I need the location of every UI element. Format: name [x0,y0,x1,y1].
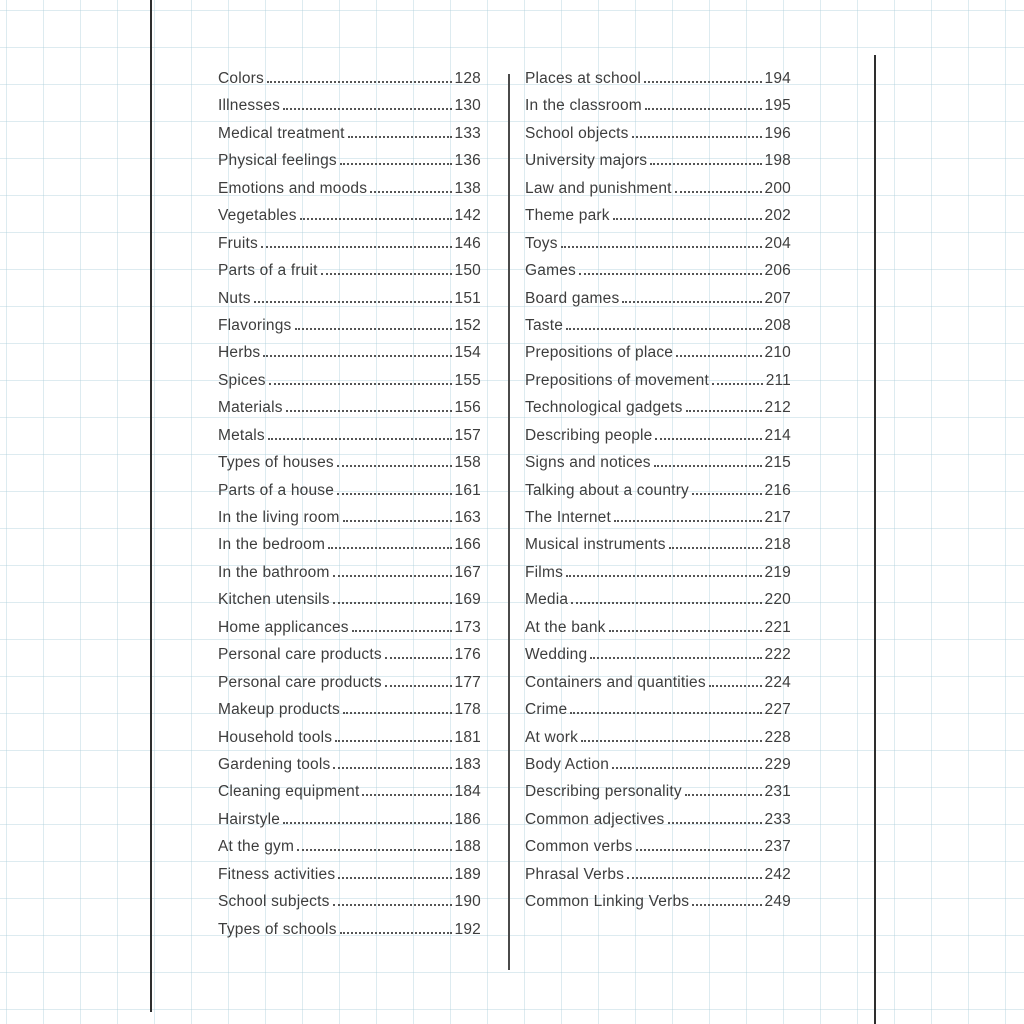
toc-entry [525,674,791,701]
entry-page-number: 166 [454,536,481,554]
entry-page-number: 169 [454,591,481,609]
entry-page-number: 224 [764,673,791,691]
toc-entry [525,207,791,234]
toc-entry [525,152,791,179]
entry-label: Taste [525,316,564,334]
entry-label: Medical treatment [218,124,345,142]
page-edge-left-line [150,0,152,1012]
entry-page-number: 200 [764,179,791,197]
dot-leader [566,328,761,330]
toc-entry [525,783,791,810]
entry-page-number: 204 [764,234,791,252]
entry-page-number: 215 [764,454,791,472]
entry-label: Materials [218,399,283,417]
dot-leader [692,904,761,906]
dot-leader [581,740,761,742]
toc-entry [525,317,791,344]
entry-label: Prepositions of place [525,344,674,362]
toc-entry [218,152,481,179]
entry-label: Personal care products [218,673,382,691]
dot-leader [348,136,452,138]
entry-label: In the bedroom [218,536,326,554]
dot-leader [297,849,451,851]
entry-page-number: 222 [764,646,791,664]
entry-label: Films [525,563,564,581]
toc-entry [218,701,481,728]
toc-entry [525,564,791,591]
toc-entry [525,591,791,618]
entry-page-number: 214 [764,426,791,444]
entry-page-number: 167 [454,563,481,581]
dot-leader [632,136,762,138]
toc-entry [218,399,481,426]
entry-page-number: 146 [454,234,481,252]
dot-leader [566,575,762,577]
toc-entry [218,454,481,481]
entry-label: Nuts [218,289,251,307]
dot-leader [269,383,452,385]
toc-entry [525,290,791,317]
entry-label: Common adjectives [525,810,665,828]
dot-leader [267,81,452,83]
entry-page-number: 152 [454,316,481,334]
dot-leader [676,355,761,357]
entry-page-number: 242 [764,865,791,883]
dot-leader [654,465,762,467]
toc-entry [218,619,481,646]
dot-leader [709,685,762,687]
entry-page-number: 211 [765,371,791,389]
toc-entry [218,536,481,563]
dot-leader [300,218,452,220]
entry-label: The Internet [525,509,611,526]
toc-entry [525,235,791,262]
entry-label: Prepositions of movement [525,371,709,389]
entry-label: Crime [525,701,568,719]
dot-leader [614,520,762,522]
entry-page-number: 128 [454,70,481,87]
toc-entry [525,70,791,97]
toc-entry [218,290,481,317]
dot-leader [686,410,762,412]
dot-leader [650,163,761,165]
dot-leader [337,493,451,495]
dot-leader [613,218,762,220]
entry-page-number: 231 [764,783,791,801]
dot-leader [609,630,762,632]
entry-page-number: 156 [454,399,481,417]
entry-page-number: 218 [764,536,791,554]
entry-page-number: 227 [764,701,791,719]
entry-label: At the bank [525,618,606,636]
entry-label: Home applicances [218,618,349,636]
dot-leader [335,740,451,742]
entry-page-number: 178 [454,701,481,719]
dot-leader [655,438,761,440]
toc-entry [218,509,481,536]
entry-page-number: 133 [454,124,481,142]
entry-page-number: 177 [454,673,481,691]
dot-leader [352,630,452,632]
entry-label: Herbs [218,344,261,362]
toc-entry [218,97,481,124]
entry-page-number: 186 [454,810,481,828]
toc-entry [218,921,481,948]
entry-page-number: 237 [764,838,791,856]
entry-label: Games [525,262,576,280]
toc-entry [218,729,481,756]
entry-page-number: 163 [454,509,481,526]
entry-page-number: 229 [764,755,791,773]
entry-label: Spices [218,371,266,389]
dot-leader [328,547,451,549]
entry-label: Hairstyle [218,810,281,828]
entry-label: Vegetables [218,207,297,225]
toc-entry [525,536,791,563]
toc-entry [525,756,791,783]
entry-label: Personal care products [218,646,382,664]
dot-leader [340,163,452,165]
entry-label: Parts of a fruit [218,262,318,280]
toc-entry [525,344,791,371]
dot-leader [362,794,451,796]
toc-entry [218,180,481,207]
toc-entry [525,646,791,673]
toc-entry [525,372,791,399]
dot-leader [333,767,451,769]
toc-entry [218,317,481,344]
toc-entry [525,729,791,756]
column-divider-line [508,74,510,970]
entry-label: Talking about a country [525,481,690,499]
entry-page-number: 249 [764,893,791,911]
toc-entry [525,893,791,920]
entry-page-number: 154 [454,344,481,362]
entry-page-number: 194 [764,70,791,87]
entry-label: Places at school [525,70,642,87]
toc-entry [218,893,481,920]
entry-label: Common verbs [525,838,633,856]
entry-page-number: 161 [454,481,481,499]
dot-leader [645,108,762,110]
dot-leader [254,301,452,303]
entry-page-number: 219 [764,563,791,581]
entry-label: Colors [218,70,264,87]
entry-page-number: 183 [454,755,481,773]
toc-entry [525,180,791,207]
entry-label: Common Linking Verbs [525,893,690,911]
dot-leader [571,602,761,604]
entry-page-number: 206 [764,262,791,280]
entry-page-number: 207 [764,289,791,307]
entry-label: Emotions and moods [218,179,368,197]
entry-page-number: 155 [454,371,481,389]
toc-entry [525,482,791,509]
entry-page-number: 136 [454,152,481,170]
toc-entry [218,811,481,838]
entry-page-number: 196 [764,124,791,142]
entry-page-number: 181 [454,728,481,746]
entry-page-number: 184 [454,783,481,801]
toc-entry [525,509,791,536]
toc-entry [525,427,791,454]
entry-page-number: 189 [454,865,481,883]
dot-leader [636,849,762,851]
toc-entry [525,701,791,728]
toc-entry [218,866,481,893]
entry-page-number: 151 [454,289,481,307]
entry-page-number: 208 [764,316,791,334]
entry-page-number: 173 [454,618,481,636]
entry-label: Illnesses [218,97,281,115]
entry-page-number: 221 [764,618,791,636]
dot-leader [283,822,451,824]
dot-leader [340,932,452,934]
entry-label: Describing people [525,426,653,444]
entry-label: Media [525,591,569,609]
toc-entry [218,262,481,289]
entry-page-number: 157 [454,426,481,444]
dot-leader [333,575,452,577]
entry-label: At work [525,728,579,746]
entry-label: Theme park [525,207,610,225]
entry-page-number: 195 [764,97,791,115]
entry-page-number: 202 [764,207,791,225]
dot-leader [579,273,762,275]
dot-leader [261,246,452,248]
dot-leader [338,877,451,879]
entry-label: Metals [218,426,265,444]
entry-page-number: 158 [454,454,481,472]
entry-page-number: 176 [454,646,481,664]
entry-label: School subjects [218,893,330,911]
toc-entry [525,866,791,893]
dot-leader [590,657,761,659]
dot-leader [622,301,761,303]
dot-leader [321,273,452,275]
dot-leader [286,410,452,412]
dot-leader [263,355,451,357]
entry-page-number: 190 [454,893,481,911]
toc-entry [525,811,791,838]
entry-label: In the living room [218,509,340,526]
toc-entry [218,344,481,371]
entry-label: Fruits [218,234,258,252]
entry-page-number: 138 [454,179,481,197]
dot-leader [692,493,762,495]
entry-label: Household tools [218,728,333,746]
entry-label: At the gym [218,838,295,856]
entry-page-number: 130 [454,97,481,115]
entry-page-number: 228 [764,728,791,746]
toc-entry [525,619,791,646]
toc-right-column [525,70,791,921]
dot-leader [385,685,452,687]
toc-entry [218,756,481,783]
entry-label: Describing personality [525,783,682,801]
entry-page-number: 198 [764,152,791,170]
dot-leader [675,191,762,193]
entry-label: In the classroom [525,97,642,115]
entry-label: Board games [525,289,620,307]
dot-leader [343,712,452,714]
toc-entry [218,125,481,152]
entry-label: School objects [525,124,629,142]
dot-leader [370,191,451,193]
dot-leader [712,383,763,385]
dot-leader [627,877,761,879]
dot-leader [333,602,452,604]
entry-page-number: 188 [454,838,481,856]
dot-leader [570,712,761,714]
dot-leader [644,81,761,83]
toc-entry [218,235,481,262]
toc-entry [218,674,481,701]
dot-leader [268,438,452,440]
toc-entry [525,97,791,124]
entry-label: In the bathroom [218,563,330,581]
entry-page-number: 233 [764,810,791,828]
entry-page-number: 142 [454,207,481,225]
toc-left-column [218,70,481,948]
entry-label: Makeup products [218,701,340,719]
toc-entry [525,454,791,481]
toc-entry [218,70,481,97]
dot-leader [283,108,451,110]
dot-leader [669,547,762,549]
entry-label: Kitchen utensils [218,591,330,609]
toc-entry [218,427,481,454]
entry-page-number: 212 [764,399,791,417]
toc-entry [218,838,481,865]
entry-label: Parts of a house [218,481,335,499]
dot-leader [612,767,761,769]
toc-entry [525,262,791,289]
toc-entry [525,399,791,426]
dot-leader [668,822,762,824]
toc-entry [218,207,481,234]
entry-page-number: 217 [764,509,791,526]
entry-label: Signs and notices [525,454,651,472]
toc-entry [218,372,481,399]
dot-leader [685,794,762,796]
toc-entry [218,783,481,810]
toc-entry [218,646,481,673]
entry-label: Musical instruments [525,536,666,554]
entry-label: Fitness activities [218,865,336,883]
dot-leader [385,657,452,659]
entry-label: Flavorings [218,316,292,334]
toc-entry [525,838,791,865]
entry-label: Technological gadgets [525,399,683,417]
dot-leader [337,465,452,467]
toc-entry [218,591,481,618]
entry-page-number: 220 [764,591,791,609]
entry-page-number: 210 [764,344,791,362]
entry-label: Types of schools [218,920,337,938]
entry-page-number: 150 [454,262,481,280]
page-edge-right-line [874,55,876,1024]
entry-label: University majors [525,152,648,170]
dot-leader [343,520,452,522]
entry-label: Gardening tools [218,755,331,773]
dot-leader [295,328,452,330]
entry-label: Physical feelings [218,152,337,170]
entry-label: Law and punishment [525,179,672,197]
dot-leader [333,904,452,906]
entry-label: Phrasal Verbs [525,865,625,883]
entry-label: Containers and quantities [525,673,706,691]
toc-entry [218,564,481,591]
entry-page-number: 216 [764,481,791,499]
entry-label: Wedding [525,646,588,664]
dot-leader [561,246,762,248]
entry-label: Toys [525,234,558,252]
entry-label: Cleaning equipment [218,783,360,801]
entry-label: Types of houses [218,454,334,472]
toc-entry [218,482,481,509]
entry-label: Body Action [525,755,610,773]
toc-entry [525,125,791,152]
entry-page-number: 192 [454,920,481,938]
